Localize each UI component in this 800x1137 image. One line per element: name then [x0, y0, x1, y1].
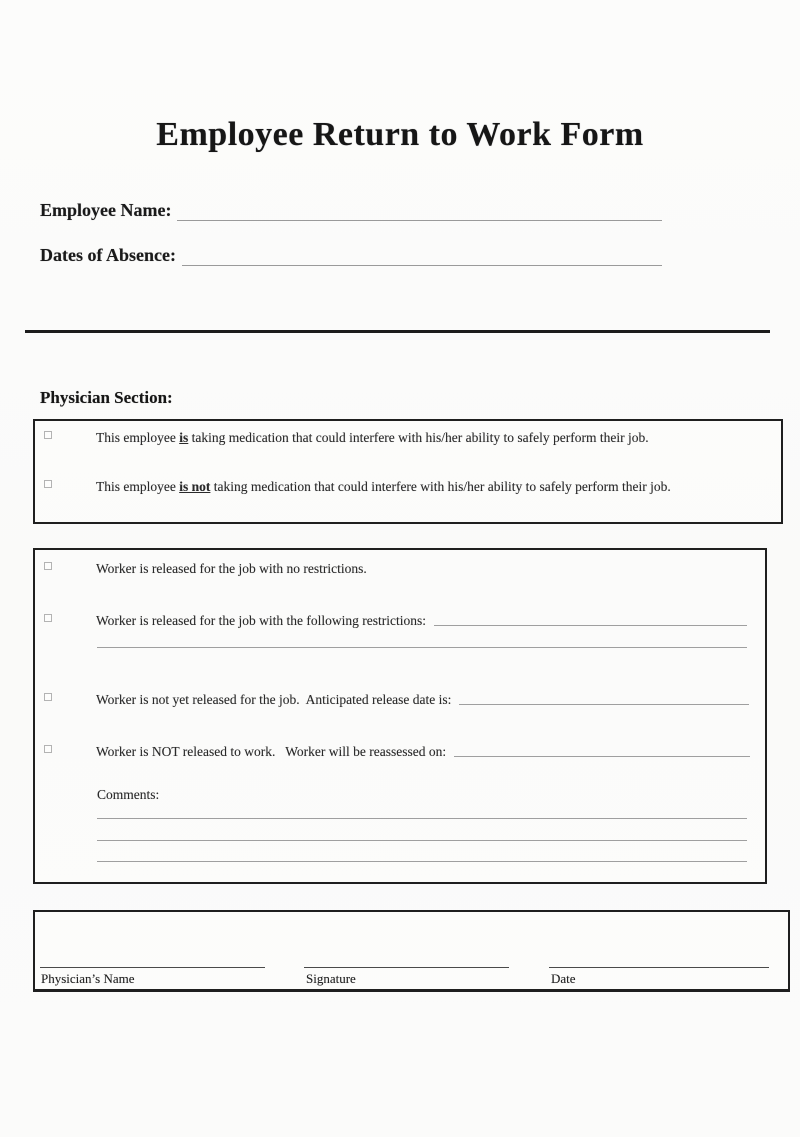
text-emph: is: [179, 430, 189, 445]
text-emph: is not: [179, 479, 211, 494]
section-divider: [25, 330, 770, 333]
release-option-text: Worker is not yet released for the job. Anticipated release date is:: [96, 692, 452, 707]
dates-of-absence-row: [40, 245, 662, 266]
medication-option-is: [44, 427, 754, 449]
comments-input-line1[interactable]: [97, 818, 747, 819]
dates-of-absence-label: Dates of Absence:: [40, 245, 176, 265]
restrictions-input-line2[interactable]: [97, 647, 747, 648]
employee-name-label: Employee Name:: [40, 200, 172, 220]
medication-option-is-not: [44, 476, 754, 498]
release-option-not-released: [44, 741, 750, 763]
signature-input[interactable]: [304, 967, 509, 968]
anticipated-release-date-input[interactable]: [459, 689, 749, 705]
page-title: Employee Return to Work Form: [156, 116, 644, 153]
physician-name-label: Physician’s Name: [41, 971, 135, 986]
medication-option-is-not-text: [96, 476, 741, 498]
checkbox-icon[interactable]: [44, 562, 52, 570]
reassessed-on-input[interactable]: [454, 741, 750, 757]
medication-box: [33, 419, 783, 524]
signature-label: Signature: [306, 971, 356, 986]
text-post: taking medication that could interfere with his/her ability to safely perform their job.: [188, 430, 649, 445]
comments-input-line3[interactable]: [97, 861, 747, 862]
checkbox-icon[interactable]: [44, 431, 52, 439]
checkbox-icon[interactable]: [44, 480, 52, 488]
employee-name-row: [40, 200, 662, 221]
release-option-no-restrictions: [44, 558, 747, 580]
signature-box: [33, 910, 790, 992]
restrictions-input[interactable]: [434, 610, 747, 626]
text-pre: This employee: [96, 479, 180, 494]
checkbox-icon[interactable]: [44, 693, 52, 701]
release-option-text: Worker is NOT released to work. Worker will be reassessed on:: [96, 744, 447, 759]
release-box: [33, 548, 767, 884]
release-option-text: Worker is released for the job with the following restrictions:: [96, 613, 426, 628]
release-option-not-yet-released: [44, 689, 749, 711]
comments-label: Comments:: [97, 787, 160, 802]
text-post: taking medication that could interfere with his/her ability to safely perform their job.: [210, 479, 671, 494]
text-pre: This employee: [96, 430, 180, 445]
medication-option-is-text: [96, 427, 741, 449]
physician-section-heading: Physician Section:: [40, 388, 173, 407]
checkbox-icon[interactable]: [44, 745, 52, 753]
checkbox-icon[interactable]: [44, 614, 52, 622]
dates-of-absence-input[interactable]: [182, 246, 662, 266]
employee-name-input[interactable]: [177, 201, 662, 221]
date-input[interactable]: [549, 967, 769, 968]
date-label: Date: [551, 971, 576, 986]
comments-input-line2[interactable]: [97, 840, 747, 841]
release-option-text: Worker is released for the job with no restrictions.: [96, 561, 367, 576]
physician-name-input[interactable]: [40, 967, 265, 968]
release-option-with-restrictions: [44, 610, 747, 632]
